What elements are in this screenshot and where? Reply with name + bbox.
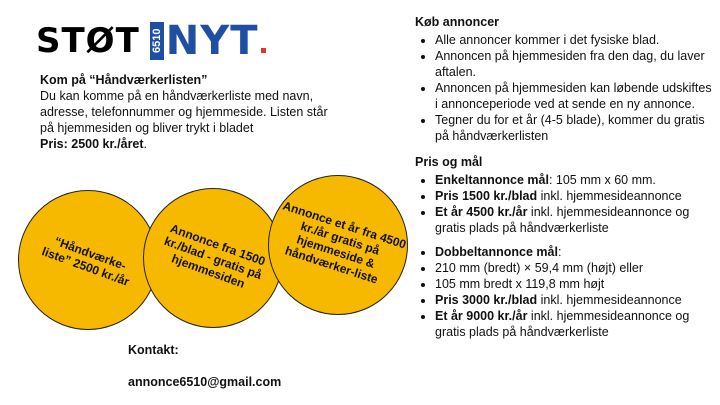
list-gap <box>435 236 715 244</box>
circle-annonce <box>143 188 283 328</box>
ad-info-section <box>415 14 715 340</box>
list-item: • 105 mm bredt x 119,8 mm højt <box>435 276 715 292</box>
double-year-rest: inkl. hjemmesideannonce og gratis plads på håndværkerliste <box>435 309 690 339</box>
contact-email[interactable]: annonce6510@gmail.com <box>128 375 282 389</box>
intro-text: Du kan komme på en håndværkerliste med navn, adresse, telefonnummer og hjemmeside. Listen står på hjemmesiden og bliver trykt i bladet <box>40 89 328 135</box>
list-item <box>435 204 715 236</box>
list-item: • Annoncen på hjemmesiden kan løbende udskiftes i annonceperiode ved at sende en ny annonce. <box>435 80 715 112</box>
prices-heading: Pris og mål <box>415 155 483 169</box>
intro-heading: Kom på “Håndværkerlisten” <box>40 73 208 87</box>
circle-text: “Håndværke-liste” 2500 kr./år <box>39 233 132 289</box>
circle-text: Annonce et år fra 4500 kr./år gratis på hjemmeside & håndværker-liste <box>281 198 408 287</box>
logo-code: 6510 <box>150 22 164 60</box>
logo-dot <box>261 48 266 53</box>
single-size: : 105 mm x 60 mm. <box>548 173 656 187</box>
contact-label: Kontakt: <box>128 343 179 357</box>
list-item: • Alle annoncer kommer i det fysiske blad. <box>435 32 715 48</box>
logo-stot: STØT <box>36 21 140 61</box>
double-price-rest: inkl. hjemmesideannonce <box>537 293 682 307</box>
intro-price-suffix: . <box>143 137 148 151</box>
list-item <box>435 172 715 188</box>
buy-heading: Køb annoncer <box>415 15 500 29</box>
intro-price: Pris: 2500 kr./året <box>40 137 144 151</box>
logo-nyt: NYT <box>165 18 259 64</box>
double-colon: : <box>557 245 562 259</box>
single-year-rest: inkl. hjemmesideannonce og gratis plads på håndværkerliste <box>435 205 690 235</box>
single-price-rest: inkl. hjemmesideannonce <box>537 189 682 203</box>
circle-annonce-year <box>268 175 408 315</box>
double-price: Pris 3000 kr./blad <box>435 293 538 307</box>
list-item <box>435 188 715 204</box>
single-price: Pris 1500 kr./blad <box>435 189 538 203</box>
double-label: Dobbeltannonce mål <box>435 245 558 259</box>
logo <box>36 20 266 62</box>
list-item: • Annoncen på hjemmesiden fra den dag, du laver aftalen. <box>435 48 715 80</box>
list-item <box>435 308 715 340</box>
circle-text: Annonce fra 1500 kr./blad - gratis på hjemmesiden <box>162 221 268 291</box>
list-item: • 210 mm (bredt) × 59,4 mm (højt) eller <box>435 260 715 276</box>
buy-list <box>415 32 715 144</box>
double-year: Et år 9000 kr./år <box>435 309 528 323</box>
single-label: Enkeltannonce mål <box>435 173 549 187</box>
list-item <box>435 292 715 308</box>
prices-list <box>415 172 715 340</box>
list-item: • Tegner du for et år (4-5 blade), kommer du gratis på håndværkerlisten <box>435 112 715 144</box>
single-year: Et år 4500 kr./år <box>435 205 528 219</box>
circle-handvaerkerliste <box>18 190 158 330</box>
list-item <box>435 244 715 260</box>
intro-section <box>40 72 340 152</box>
